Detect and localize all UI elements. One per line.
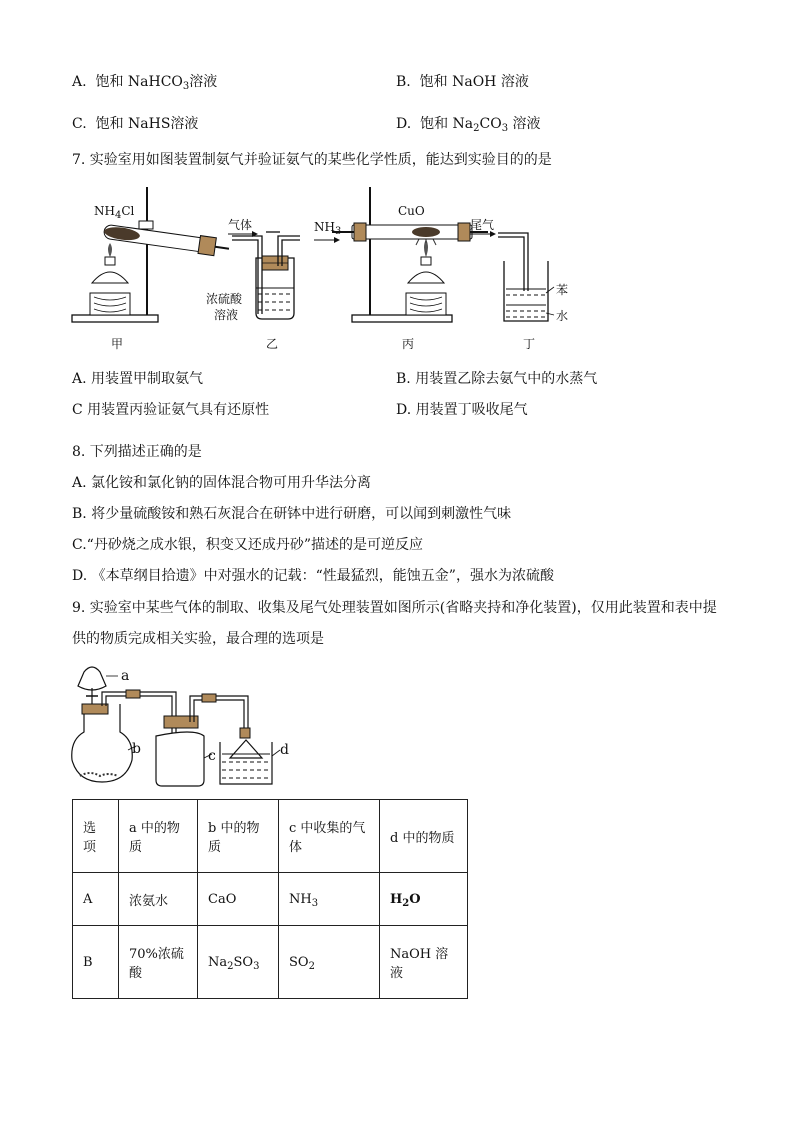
- table-header-cell: d 中的物质: [380, 800, 468, 873]
- table-header-cell: a 中的物质: [119, 800, 198, 873]
- bing-arrow-icon: [314, 236, 340, 244]
- ding-lower-liquid-label: 水: [556, 309, 569, 323]
- yi-liquid-label-1: 浓硫酸: [206, 292, 243, 306]
- q8-option-d: D. 《本草纲目拾遗》中对强水的记载：“性最猛烈，能蚀五金”，强水为浓硫酸: [72, 568, 554, 584]
- table-header-row: [73, 800, 468, 873]
- table-row: [73, 926, 468, 999]
- q7-option-c: C 用装置丙验证氨气具有还原性: [72, 402, 270, 418]
- q9-label-d: d: [280, 742, 289, 758]
- q9-label-a: a: [121, 668, 130, 684]
- table-cell: 浓氨水: [119, 873, 198, 926]
- table-cell: NaOH 溶液: [380, 926, 468, 999]
- yi-arrow-icon: [228, 230, 258, 238]
- q9-stem-line2: 供的物质完成相关实验，最合理的选项是: [72, 631, 324, 647]
- caption-ding: 丁: [523, 337, 536, 351]
- q7-option-d: D. 用装置丁吸收尾气: [396, 402, 528, 418]
- q8-stem: 8. 下列描述正确的是: [72, 444, 202, 460]
- bing-reagent-label: CuO: [398, 204, 425, 218]
- ding-upper-liquid-label: 苯: [556, 283, 569, 297]
- table-cell: $NH_3$: [279, 873, 380, 926]
- table-header-cell: 选项: [73, 800, 119, 873]
- q7-option-b: B. 用装置乙除去氨气中的水蒸气: [396, 371, 598, 387]
- q6-option-a: A. 饱和 NaHCO$_3$溶液: [72, 74, 218, 92]
- yi-gas-label: 气体: [228, 218, 253, 232]
- q6-option-b: B. 饱和 NaOH 溶液: [396, 74, 529, 90]
- table-cell: B: [73, 926, 119, 999]
- caption-jia: 甲: [111, 337, 124, 351]
- table-header-cell: b 中的物质: [198, 800, 279, 873]
- q7-option-a: A. 用装置甲制取氨气: [72, 371, 204, 387]
- q9-stem-line1: 9. 实验室中某些气体的制取、收集及尾气处理装置如图所示(省略夹持和净化装置)，仅用此装置和表中提: [72, 600, 717, 616]
- q9-table: [72, 799, 468, 999]
- q6-option-d: D. 饱和 $Na_2CO_3$ 溶液: [396, 116, 541, 134]
- table-cell: $Na_2SO_3$: [198, 926, 279, 999]
- table-cell: A: [73, 873, 119, 926]
- apparatus-yi: [246, 228, 306, 323]
- q6-option-c: C. 饱和 NaHS溶液: [72, 116, 199, 132]
- q9-label-b: b: [132, 741, 141, 757]
- apparatus-ding: [498, 225, 558, 325]
- yi-liquid-label-2: 溶液: [214, 308, 239, 322]
- caption-bing: 丙: [402, 337, 415, 351]
- caption-yi: 乙: [266, 337, 279, 351]
- ding-gas-label: 尾气: [470, 218, 495, 232]
- jia-reagent-label: $NH_4Cl$: [94, 204, 135, 221]
- table-cell: $SO_2$: [279, 926, 380, 999]
- q9-label-c: c: [208, 748, 216, 764]
- table-cell: $H_2O$: [380, 873, 468, 926]
- q8-option-b: B. 将少量硫酸铵和熟石灰混合在研钵中进行研磨，可以闻到刺激性气味: [72, 506, 512, 522]
- apparatus-q9: [66, 658, 306, 794]
- table-row: [73, 873, 468, 926]
- table-cell: CaO: [198, 873, 279, 926]
- ding-arrow-icon: [470, 230, 496, 238]
- table-header-cell: c 中收集的气体: [279, 800, 380, 873]
- q8-option-a: A. 氯化铵和氯化钠的固体混合物可用升华法分离: [72, 475, 372, 491]
- bing-gas-label: $NH_3$: [314, 220, 342, 237]
- table-cell: 70%浓硫酸: [119, 926, 198, 999]
- q8-option-c: C.“丹砂烧之成水银，积变又还成丹砂”描述的是可逆反应: [72, 537, 423, 553]
- q7-stem: 7. 实验室用如图装置制氨气并验证氨气的某些化学性质，能达到实验目的的是: [72, 152, 552, 168]
